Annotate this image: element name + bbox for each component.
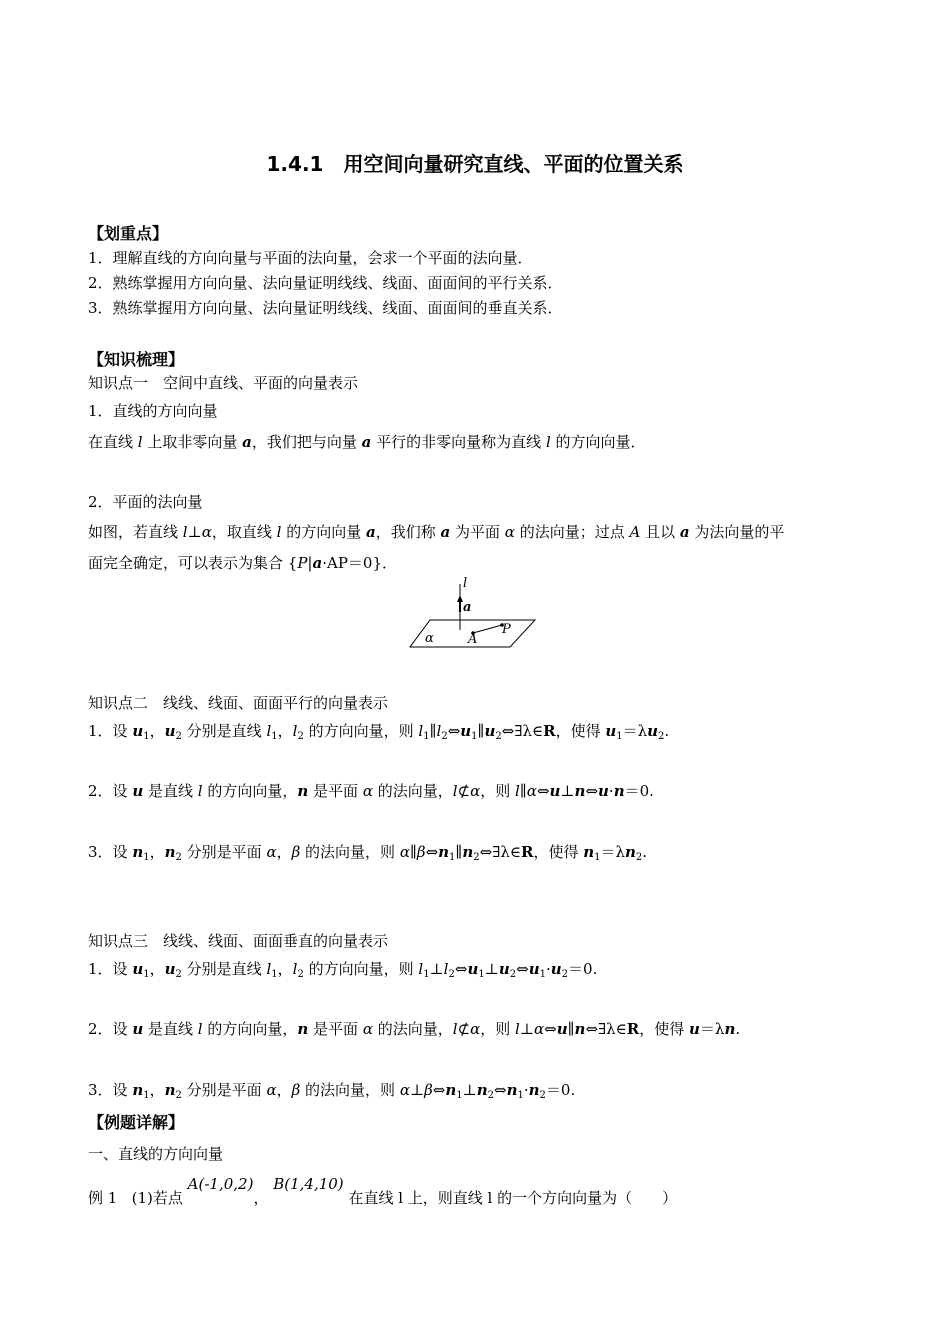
example-1-question: 例 1 (1)若点 A(-1,0,2)， B(1,4,10) 在直线 l 上，则直线 l 的一个方向向量为（ ） bbox=[88, 1175, 678, 1207]
kp3-item-3: 3．设 $n_1$，$n_2$ 分别是平面 α，β 的法向量，则 $\alpha\perp\beta\Leftrightarrow n_1\perp n_2\Leftrightarrow n_1\cdot n_2=0$. bbox=[88, 1081, 576, 1101]
kp3-title: 知识点三 线线、线面、面面垂直的向量表示 bbox=[88, 932, 389, 950]
kp3-item-2: 2．设 u 是直线 l 的方向向量，n 是平面 α 的法向量，l⊄α，则 l⊥α⇔u∥n⇔∃λ∈R，使得 u＝λn. bbox=[88, 1020, 741, 1038]
examples-part1-title: 一、直线的方向向量 bbox=[88, 1145, 224, 1163]
example-1-part: (1)若点 bbox=[131, 1189, 183, 1207]
example-1-point-A: A(-1,0,2) bbox=[187, 1175, 254, 1193]
page-title: 1.4.1 用空间向量研究直线、平面的位置关系 bbox=[266, 152, 684, 176]
figure-label-a: a bbox=[463, 600, 472, 615]
kp2-item-1: 1．设 $u_1$，$u_2$ 分别是直线 $l_1$，$l_2$ 的方向向量，则 $l_1\parallel l_2\Leftrightarrow u_1\parallel u_2\Leftrightarrow\exists\lambda\in R$，使得 $u_1=\lambda u_2$. bbox=[88, 722, 670, 742]
kp2-title: 知识点二 线线、线面、面面平行的向量表示 bbox=[88, 694, 389, 712]
highlight-item-1: 1．理解直线的方向向量与平面的法向量，会求一个平面的法向量． bbox=[88, 249, 533, 267]
kp1-normal-vector-def-1: 如图，若直线 l⊥α，取直线 l 的方向向量 a，我们称 a 为平面 α 的法向量；过点 A 且以 a 为法向量的平 bbox=[88, 523, 785, 541]
example-1-stem: 在直线 l 上，则直线 l 的一个方向向量为（ ） bbox=[348, 1189, 678, 1207]
plane-normal-figure bbox=[405, 576, 540, 650]
kp2-item-3: 3．设 $n_1$，$n_2$ 分别是平面 α，β 的法向量，则 $\alpha\parallel\beta\Leftrightarrow n_1\parallel n_2\Leftrightarrow\exists\lambda\in R$，使得 $n_1=\lambda n_2$. bbox=[88, 843, 648, 863]
kp1-sub1-title: 1．直线的方向向量 bbox=[88, 402, 218, 420]
kp3-item-1: 1．设 $u_1$，$u_2$ 分别是直线 $l_1$，$l_2$ 的方向向量，则 $l_1\perp l_2\Leftrightarrow u_1\perp u_2\Leftrightarrow u_1\cdot u_2=0$. bbox=[88, 960, 598, 980]
highlights-heading: 【划重点】 bbox=[88, 224, 169, 243]
example-1-label: 例 1 bbox=[88, 1189, 118, 1207]
figure-label-l: l bbox=[463, 576, 468, 591]
figure-label-alpha: α bbox=[425, 631, 434, 646]
kp1-title: 知识点一 空间中直线、平面的向量表示 bbox=[88, 374, 359, 392]
examples-heading: 【例题详解】 bbox=[88, 1113, 185, 1132]
highlight-item-2: 2．熟练掌握用方向向量、法向量证明线线、线面、面面间的平行关系． bbox=[88, 274, 563, 292]
kp2-item-2: 2．设 u 是直线 l 的方向向量，n 是平面 α 的法向量，l⊄α，则 l∥α⇔u⊥n⇔u·n＝0. bbox=[88, 782, 654, 800]
kp1-sub2-title: 2．平面的法向量 bbox=[88, 493, 203, 511]
example-1-point-B: B(1,4,10) bbox=[273, 1175, 344, 1193]
kp1-normal-vector-def-2: 面完全确定，可以表示为集合 {P|a·AP＝0}． bbox=[88, 554, 397, 572]
figure-label-P: P bbox=[502, 622, 511, 637]
kp1-direction-vector-def: 在直线 l 上取非零向量 a，我们把与向量 a 平行的非零向量称为直线 l 的方向向量． bbox=[88, 433, 646, 451]
highlight-item-3: 3．熟练掌握用方向向量、法向量证明线线、线面、面面间的垂直关系． bbox=[88, 299, 563, 317]
figure-label-A: A bbox=[468, 632, 478, 647]
knowledge-heading: 【知识梳理】 bbox=[88, 350, 185, 369]
